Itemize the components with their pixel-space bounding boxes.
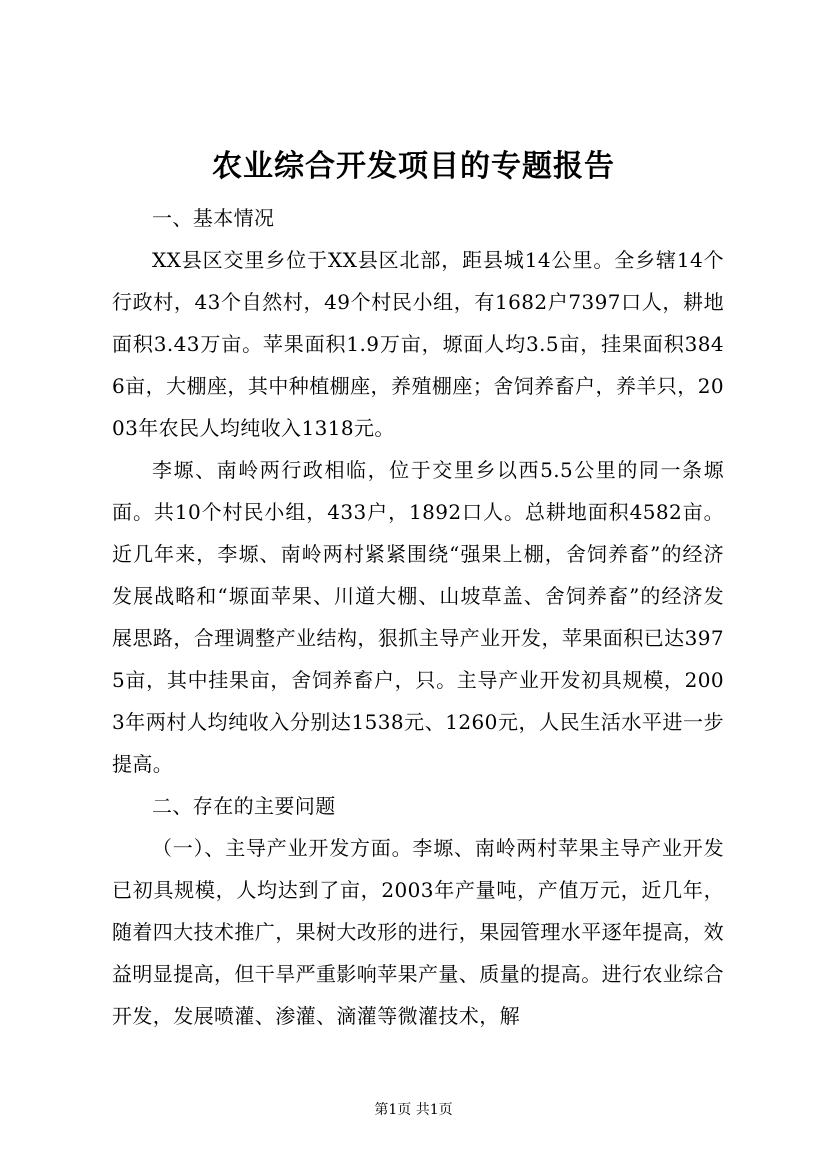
paragraph-industry-development: （一）、主导产业开发方面。李塬、南岭两村苹果主导产业开发已初具规模，人均达到了亩，2003年产量吨，产值万元，近几年，随着四大技术推广，果树大改形的进行，果园管理水平逐年提高，效益明显提高，但干旱严重影响苹果产量、质量的提高。进行农业综合开发，发展喷灌、渗灌、滴灌等微灌技术，解	[112, 836, 724, 1028]
document-body	[112, 197, 724, 1037]
section-heading-basic-situation: 一、基本情况	[152, 206, 275, 230]
page-title: 农业综合开发项目的专题报告	[212, 149, 615, 184]
section-heading-main-problems: 二、存在的主要问题	[152, 794, 336, 818]
paragraph-jiaoli-overview: XX县区交里乡位于XX县区北部，距县城14公里。全乡辖14个行政村，43个自然村，49个村民小组，有1682户7397口人，耕地面积3.43万亩。苹果面积1.9万亩，塬面人均3.5亩，挂果面积3846亩，大棚座，其中种植棚座，养殖棚座；舍饲养畜户，养羊只，2003年农民人均纯收入1318元。	[112, 248, 724, 440]
paragraph-liyuan-nanling: 李塬、南岭两行政相临，位于交里乡以西5.5公里的同一条塬面。共10个村民小组，433户，1892口人。总耕地面积4582亩。近几年来，李塬、南岭两村紧紧围绕“强果上棚，舍饲养畜”的经济发展战略和“塬面苹果、川道大棚、山坡草盖、舍饲养畜”的经济发展思路，合理调整产业结构，狠抓主导产业开发，苹果面积已达3975亩，其中挂果亩，舍饲养畜户，只。主导产业开发初具规模，2003年两村人均纯收入分别达1538元、1260元，人民生活水平进一步提高。	[112, 458, 724, 776]
page-footer: 第1页 共1页	[374, 1102, 453, 1118]
